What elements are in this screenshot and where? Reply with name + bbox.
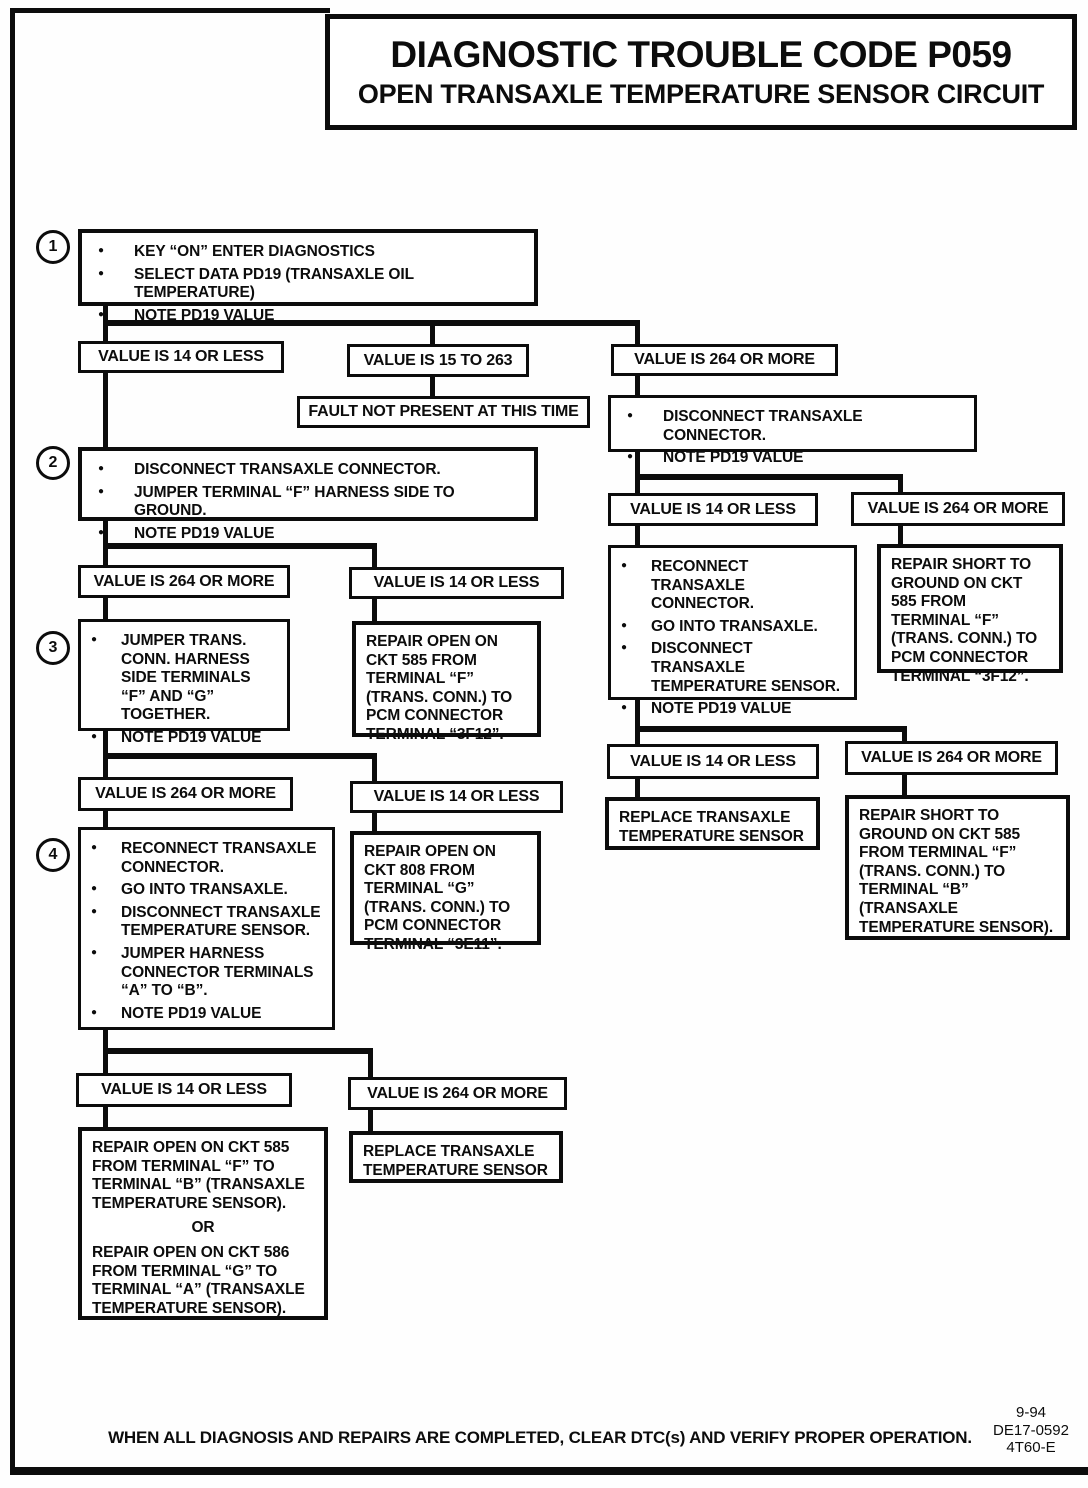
- page-reference-block: [985, 1404, 1077, 1457]
- connector: [103, 543, 377, 549]
- bullet-item: ● DISCONNECT TRANSAXLE CONNECTOR.: [611, 408, 966, 445]
- page-border-top: [10, 8, 330, 13]
- bullet-item: ● RECONNECT TRANSAXLE CONNECTOR.: [611, 558, 846, 614]
- connector: [103, 1030, 108, 1050]
- step4-bullet-list: [81, 840, 324, 1023]
- bullet-item: ● NOTE PD19 VALUE: [81, 1005, 324, 1024]
- repair-part2: REPAIR OPEN ON CKT 586 FROM TERMINAL “G” TO TERMINAL “A” (TRANSAXLE TEMPERATURE SENSOR).: [92, 1243, 305, 1317]
- connector: [368, 1054, 373, 1077]
- bullet-item: ● JUMPER HARNESS CONNECTOR TERMINALS “A” TO “B”.: [81, 945, 324, 1001]
- connector: [635, 726, 907, 732]
- page-reference-line: DE17-0592: [993, 1421, 1069, 1439]
- connector: [635, 474, 903, 480]
- connector: [635, 526, 640, 545]
- step-number-2: 2: [36, 446, 70, 480]
- page-border-left: [10, 8, 15, 1475]
- page-border-bottom: [10, 1467, 1088, 1475]
- page-title: DIAGNOSTIC TROUBLE CODE P059: [390, 34, 1012, 75]
- decision-left-value-14-or-less-2: VALUE IS 14 OR LESS: [350, 781, 563, 813]
- decision-left-value-264-or-more-2: VALUE IS 264 OR MORE: [78, 777, 293, 811]
- right-reconnect-bullet-list: [611, 558, 846, 719]
- decision-left-value-264-or-more-3: VALUE IS 264 OR MORE: [348, 1077, 567, 1110]
- step3-action-box: [78, 619, 290, 746]
- connector: [368, 1110, 373, 1131]
- decision-right-value-14-or-less-2: VALUE IS 14 OR LESS: [607, 744, 819, 779]
- connector: [902, 775, 907, 795]
- decision-right-value-264-or-more-2: VALUE IS 264 OR MORE: [845, 741, 1058, 775]
- step1-bullet-list: [82, 243, 526, 325]
- connector: [103, 598, 108, 619]
- terminal-repair-open-585-pcm: REPAIR OPEN ON CKT 585 FROM TERMINAL “F” (TRANS. CONN.) TO PCM CONNECTOR TERMINAL “3F12”.: [352, 621, 541, 737]
- footer-note: WHEN ALL DIAGNOSIS AND REPAIRS ARE COMPLETED, CLEAR DTC(s) AND VERIFY PROPER OPERATION.: [108, 1428, 972, 1447]
- page-reference-line: 4T60-E: [1006, 1439, 1056, 1456]
- decision-value-14-or-less-1: VALUE IS 14 OR LESS: [78, 341, 284, 373]
- connector: [635, 732, 640, 744]
- connector: [103, 1048, 373, 1054]
- connector: [103, 549, 108, 565]
- decision-left-value-14-or-less-1: VALUE IS 14 OR LESS: [349, 567, 564, 599]
- decision-left-value-14-or-less-3: VALUE IS 14 OR LESS: [76, 1073, 292, 1107]
- connector: [372, 759, 377, 781]
- connector: [902, 732, 907, 741]
- connector: [635, 779, 640, 797]
- step4-action-box: [78, 827, 335, 1030]
- connector: [103, 759, 108, 778]
- bullet-item: ● NOTE PD19 VALUE: [611, 700, 846, 719]
- connector: [372, 599, 377, 621]
- bullet-item: ● DISCONNECT TRANSAXLE TEMPERATURE SENSOR.: [81, 904, 324, 941]
- bullet-item: ● DISCONNECT TRANSAXLE TEMPERATURE SENSOR.: [611, 640, 846, 696]
- connector: [635, 326, 640, 344]
- right-disconnect-bullet-list: [611, 408, 966, 468]
- page-reference-line: 9-94: [1015, 1404, 1047, 1421]
- decision-right-value-14-or-less-1: VALUE IS 14 OR LESS: [608, 493, 818, 526]
- decision-value-264-or-more-1: VALUE IS 264 OR MORE: [611, 344, 838, 376]
- right-reconnect-action-box: [608, 545, 857, 718]
- connector: [372, 549, 377, 567]
- bullet-item: ● GO INTO TRANSAXLE.: [81, 881, 324, 900]
- connector: [103, 326, 108, 341]
- step2-bullet-list: [82, 461, 526, 543]
- bullet-item: ● GO INTO TRANSAXLE.: [611, 618, 846, 637]
- bullet-item: ● DISCONNECT TRANSAXLE CONNECTOR.: [82, 461, 526, 480]
- terminal-repair-short-585-sensor: REPAIR SHORT TO GROUND ON CKT 585 FROM TERMINAL “F” (TRANS. CONN.) TO TERMINAL “B” (TRANSAXLE TEMPERATURE SENSOR).: [845, 795, 1070, 940]
- connector: [103, 373, 108, 447]
- connector: [898, 525, 903, 544]
- terminal-repair-short-585-pcm: REPAIR SHORT TO GROUND ON CKT 585 FROM TERMINAL “F” (TRANS. CONN.) TO PCM CONNECTOR TERMINAL “3F12”.: [877, 544, 1063, 673]
- title-box: [325, 14, 1077, 130]
- bullet-item: ● NOTE PD19 VALUE: [82, 525, 526, 544]
- step-number-3: 3: [36, 631, 70, 665]
- bullet-item: ● RECONNECT TRANSAXLE CONNECTOR.: [81, 840, 324, 877]
- bullet-item: ● SELECT DATA PD19 (TRANSAXLE OIL TEMPERATURE): [82, 266, 526, 303]
- bullet-item: ● JUMPER TERMINAL “F” HARNESS SIDE TO GROUND.: [82, 484, 526, 521]
- bullet-item: ● NOTE PD19 VALUE: [81, 729, 279, 748]
- connector: [635, 480, 640, 493]
- step2-action-box: [78, 447, 538, 542]
- bullet-item: ● JUMPER TRANS. CONN. HARNESS SIDE TERMINALS “F” AND “G” TOGETHER.: [81, 632, 279, 725]
- connector: [103, 1054, 108, 1073]
- bullet-item: ● KEY “ON” ENTER DIAGNOSTICS: [82, 243, 526, 262]
- terminal-fault-not-present: FAULT NOT PRESENT AT THIS TIME: [297, 396, 590, 428]
- connector: [430, 326, 435, 344]
- step-number-4: 4: [36, 838, 70, 872]
- step1-action-box: [78, 229, 538, 324]
- terminal-repair-open-808-pcm: REPAIR OPEN ON CKT 808 FROM TERMINAL “G” (TRANS. CONN.) TO PCM CONNECTOR TERMINAL “3E11”.: [350, 831, 541, 945]
- step3-bullet-list: [81, 632, 279, 748]
- connector: [635, 376, 640, 395]
- decision-right-value-264-or-more-1: VALUE IS 264 OR MORE: [851, 492, 1065, 526]
- connector: [103, 811, 108, 827]
- step-number-1: 1: [36, 230, 70, 264]
- connector: [372, 813, 377, 831]
- connector: [103, 1106, 108, 1127]
- repair-part1: REPAIR OPEN ON CKT 585 FROM TERMINAL “F” TO TERMINAL “B” (TRANSAXLE TEMPERATURE SENSOR).: [92, 1139, 305, 1212]
- decision-value-15-to-263: VALUE IS 15 TO 263: [347, 344, 529, 377]
- or-label: OR: [191, 1219, 215, 1237]
- bullet-item: ● NOTE PD19 VALUE: [611, 449, 966, 468]
- connector: [103, 753, 377, 759]
- bullet-item: ● NOTE PD19 VALUE: [82, 307, 526, 326]
- terminal-replace-sensor-right: REPLACE TRANSAXLE TEMPERATURE SENSOR: [605, 797, 820, 850]
- terminal-repair-open-585-or-586: [78, 1127, 328, 1320]
- connector: [430, 377, 435, 396]
- decision-left-value-264-or-more-1: VALUE IS 264 OR MORE: [78, 565, 290, 598]
- page-subtitle: OPEN TRANSAXLE TEMPERATURE SENSOR CIRCUIT: [357, 79, 1045, 109]
- right-disconnect-action-box: [608, 395, 977, 467]
- terminal-replace-sensor-left: REPLACE TRANSAXLE TEMPERATURE SENSOR: [349, 1131, 563, 1183]
